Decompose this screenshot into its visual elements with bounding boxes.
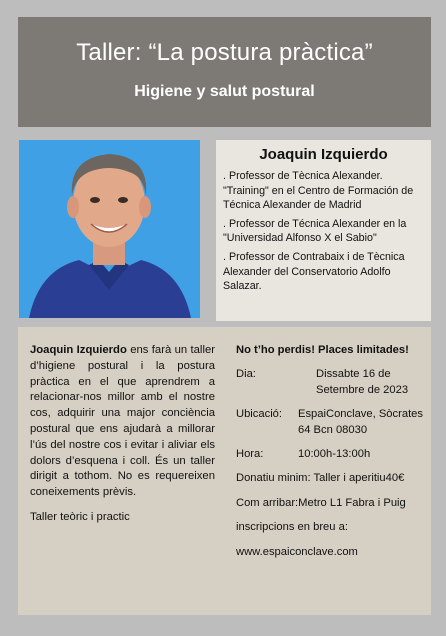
instructor-photo: [19, 140, 200, 318]
page-subtitle: Higiene y salut postural: [134, 83, 315, 100]
time-row: [236, 447, 428, 462]
arrival-info: [236, 496, 428, 511]
event-info: [236, 343, 428, 569]
portrait-image: [19, 140, 200, 318]
time-label: Hora:: [236, 448, 264, 461]
bio-item: . Professor de Técnica Alexander en la "Universidad Alfonso X el Sabio": [223, 217, 407, 245]
description-text: ens farà un taller d’higiene postural i la postura pràctica en el que aprendrem a relacionar-nos millor amb el nostre cos, adquirir una major conciència postural que ens ajudarà a millorar l’ús del nostre cos i evitar i aliviar els dolors d’esquena i coll. És un taller dirigit a tothom. No es requereixen coneixements prèvis.: [30, 344, 215, 499]
description-paragraph: [30, 343, 215, 501]
description-name: Joaquin Izquierdo: [30, 344, 127, 356]
details-panel: [18, 327, 431, 615]
workshop-description: [30, 343, 215, 526]
instructor-bio: [216, 140, 431, 321]
bio-item: . Professor de Contrabaix i de Tècnica Alexander del Conservatorio Adolfo Salazar.: [223, 250, 405, 293]
header-banner: [18, 17, 431, 127]
arrival-value: Metro L1 Fabra i Puig: [298, 496, 406, 509]
location-row: [236, 407, 428, 438]
location-value: EspaiConclave, Sòcrates 64 Bcn 08030: [298, 408, 423, 436]
donation-info: Donatiu minim: Taller i aperitiu40€: [236, 472, 405, 485]
instructor-name: Joaquin Izquierdo: [259, 146, 388, 163]
location-label: Ubicació:: [236, 408, 283, 421]
arrival-label: Com arribar:: [236, 496, 299, 509]
bio-item: . Professor de Tècnica Alexander. "Training" en el Centro de Formación de Técnica Alexander de Madrid: [223, 170, 414, 212]
website-link[interactable]: www.espaiconclave.com: [236, 545, 358, 558]
date-label: Dia:: [236, 368, 256, 381]
page-title: Taller: “La postura pràctica”: [76, 39, 373, 66]
time-value: 10:00h-13:00h: [298, 448, 371, 461]
info-headline: No t’ho perdis! Places limitades!: [236, 344, 409, 356]
description-footer: Taller teòric i practic: [30, 510, 130, 523]
date-row: [236, 367, 428, 398]
registration-info: inscripcions en breu a:: [236, 521, 348, 534]
date-value: Dissabte 16 de Setembre de 2023: [316, 368, 409, 396]
